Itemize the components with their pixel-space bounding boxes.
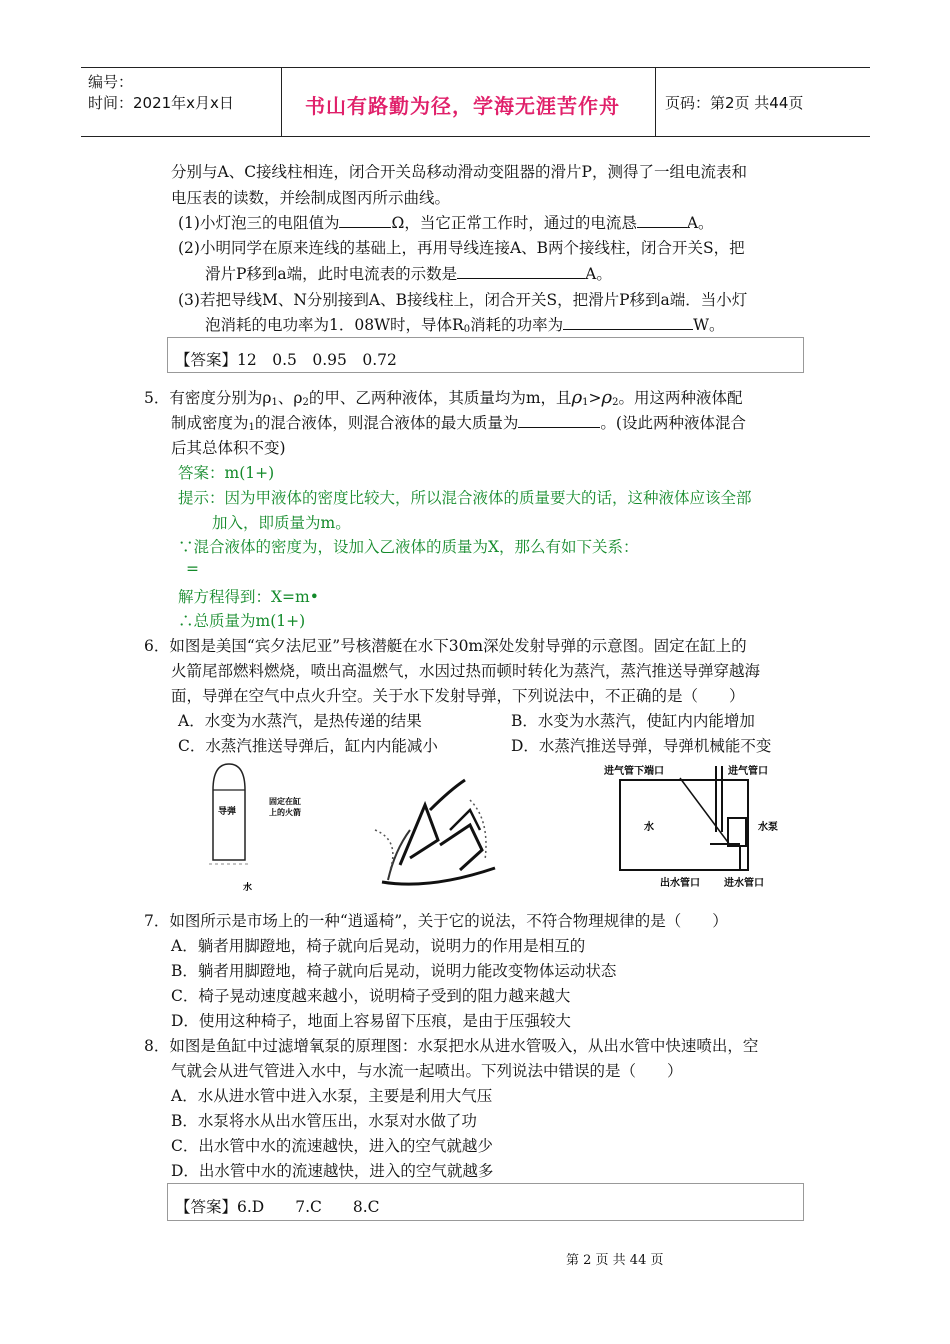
q6-option-b[interactable]: B．水变为水蒸汽，使缸内内能增加 — [511, 712, 755, 730]
air-pipe-inlet-label: 进气管口 — [728, 766, 768, 777]
q8-option-d[interactable]: D．出水管中水的流速越快，进入的空气就越多 — [171, 1162, 494, 1180]
q8-line2: 气就会从进气管进入水中，与水流一起喷出。下列说法中错误的是（ ） — [171, 1062, 683, 1080]
q4-line2: 电压表的读数，并绘制成图丙所示曲线。 — [171, 189, 451, 207]
answer-blank[interactable] — [457, 264, 585, 279]
header-divider — [281, 68, 282, 136]
q7-option-c[interactable]: C．椅子晃动速度越来越小，说明椅子受到的阻力越来越大 — [171, 987, 571, 1005]
header-divider — [655, 68, 656, 136]
q5-hint1: 提示：因为甲液体的密度比较大，所以混合液体的质量要大的话，这种液体应该全部 — [178, 489, 752, 507]
air-pipe-lower-end-label: 进气管下端口 — [604, 766, 664, 777]
q5-solve: 解方程得到：X=m• — [178, 588, 319, 606]
number-label: 编号： — [88, 73, 134, 91]
q6-line3: 面，导弹在空气中点火升空。关于水下发射导弹，下列说法中，不正确的是（ ） — [171, 687, 745, 705]
q7-option-b[interactable]: B．躺者用脚蹬地，椅子就向后晃动，说明力能改变物体运动状态 — [171, 962, 617, 980]
q4-sub1: (1)小灯泡三的电阻值为 Ω，当它正常工作时，通过的电流恳 A。 — [178, 214, 714, 232]
water-label: 水 — [243, 883, 253, 893]
rocket-label: 固定在缸 — [269, 797, 301, 806]
q4-sub3-cont: 泡消耗的电功率为1．08W时，导体$R_0$消耗的功率为 W。 — [205, 316, 725, 335]
q5-line1: 5．有密度分别为$\rho_1$、$\rho_2$的甲、乙两种液体，其质量均为m，且$\rho_1>\rho_2$。用这两种液体配 — [144, 387, 743, 408]
q8-option-b[interactable]: B．水泵将水从出水管压出，水泵对水做了功 — [171, 1112, 477, 1130]
q6-option-a[interactable]: A．水变为水蒸汽，是热传递的结果 — [178, 712, 422, 730]
q7-option-d[interactable]: D．使用这种椅子，地面上容易留下压痕，是由于压强较大 — [171, 1012, 571, 1030]
q5-equation: = — [186, 560, 199, 578]
motto: 书山有路勤为径，学海无涯苦作舟 — [305, 94, 620, 118]
q4-sub3: (3)若把导线M、N分别接到A、B接线柱上，闭合开关S，把滑片P移到a端．当小灯 — [178, 291, 748, 309]
q8-line1: 8．如图是鱼缸中过滤增氧泵的原理图：水泵把水从进水管吸入，从出水管中快速喷出，空 — [144, 1037, 759, 1055]
q5-line2: 制成密度为$_1$的混合液体，则混合液体的最大质量为 。(设此两种液体混合 — [171, 414, 746, 433]
q6-option-d[interactable]: D．水蒸汽推送导弹，导弹机械能不变 — [511, 737, 772, 755]
water-label: 水 — [644, 822, 654, 833]
q5-hint2: 加入，即质量为m。 — [212, 514, 351, 532]
answer-blank[interactable] — [518, 413, 600, 428]
q4-line1: 分别与A、C接线柱相连，闭合开关岛移动滑动变阻器的滑片P，测得了一组电流表和 — [171, 163, 747, 181]
q4-sub2: (2)小明同学在原来连线的基础上，再用导线连接A、B两个接线柱，闭合开关S，把 — [178, 239, 745, 257]
q4-sub2-cont: 滑片P移到a端，此时电流表的示数是 A。 — [205, 265, 612, 283]
page-footer: 第 2 页 共 44 页 — [566, 1253, 664, 1268]
q6-option-c[interactable]: C．水蒸汽推送导弹后，缸内内能减小 — [178, 737, 438, 755]
inlet-pipe-label: 进水管口 — [724, 878, 764, 889]
rocket-label: 上的火箭 — [269, 808, 301, 817]
time-label: 时间：2021年x月x日 — [88, 94, 234, 112]
missile-label: 导弹 — [218, 807, 237, 817]
q7-option-a[interactable]: A．躺者用脚蹬地，椅子就向后晃动，说明力的作用是相互的 — [171, 937, 586, 955]
missile-launch-figure — [205, 760, 335, 895]
q8-option-a[interactable]: A．水从进水管中进入水泵，主要是利用大气压 — [171, 1087, 493, 1105]
q4-answer: 【答案】12 0.5 0.95 0.72 — [175, 351, 397, 369]
pump-body — [728, 818, 746, 846]
q7-line1: 7．如图所示是市场上的一种“逍遥椅”，关于它的说法，不符合物理规律的是（ ） — [144, 912, 728, 930]
q8-option-c[interactable]: C．出水管中水的流速越快，进入的空气就越少 — [171, 1137, 493, 1155]
aquarium-pump-figure — [600, 760, 800, 892]
page-info: 页码：第2页 共44页 — [665, 94, 804, 112]
outlet-pipe-label: 出水管口 — [660, 878, 700, 889]
answer-blank[interactable] — [637, 213, 687, 228]
q8-answer: 【答案】6.D 7.C 8.C — [175, 1198, 380, 1216]
pump-label: 水泵 — [758, 822, 778, 833]
q5-line3: 后其总体积不变) — [171, 439, 286, 457]
q6-line2: 火箭尾部燃料燃烧，喷出高温燃气，水因过热而顿时转化为蒸汽，蒸汽推送导弹穿越海 — [171, 662, 761, 680]
answer-blank[interactable] — [339, 213, 391, 228]
rocking-chair-figure — [370, 770, 510, 890]
answer-blank[interactable] — [563, 315, 693, 330]
q5-total: ∴总质量为m(1+) — [178, 612, 306, 630]
q5-since: ∵混合液体的密度为，设加入乙液体的质量为X，那么有如下关系： — [178, 538, 639, 556]
q6-line1: 6．如图是美国“宾夕法尼亚”号核潜艇在水下30m深处发射导弹的示意图。固定在缸上的 — [144, 637, 747, 655]
q5-answer: 答案：m(1+) — [178, 464, 275, 482]
